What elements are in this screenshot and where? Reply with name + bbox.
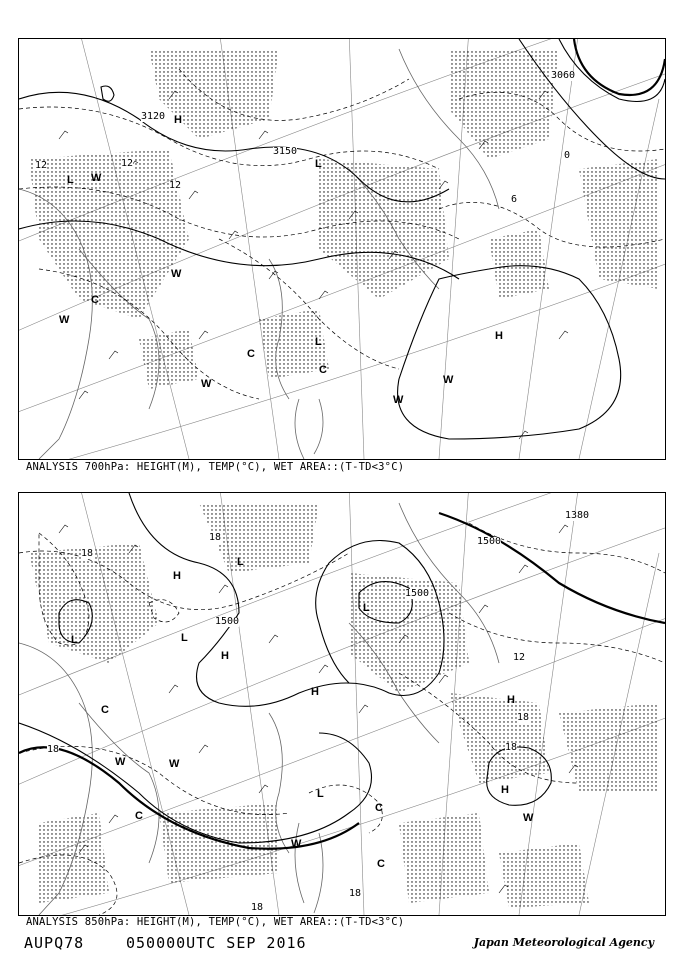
cold-marker: C <box>375 802 383 814</box>
low-pressure-marker: L <box>71 634 78 646</box>
height-label: 1500 <box>477 536 502 547</box>
warm-marker: W <box>59 314 70 326</box>
temp-label: 12 <box>121 158 134 169</box>
low-pressure-marker: L <box>237 556 244 568</box>
warm-marker: W <box>443 374 454 386</box>
high-pressure-marker: H <box>174 114 182 126</box>
cold-marker: C <box>101 704 109 716</box>
cold-marker: C <box>91 294 99 306</box>
warm-marker: W <box>393 394 404 406</box>
height-label: 1500 <box>215 616 240 627</box>
warm-marker: W <box>115 756 126 768</box>
high-pressure-marker: H <box>311 686 319 698</box>
cold-marker: C <box>247 348 255 360</box>
temp-label: 12 <box>35 160 48 171</box>
temp-label: 12 <box>169 180 182 191</box>
high-pressure-marker: H <box>501 784 509 796</box>
high-pressure-marker: H <box>495 330 503 342</box>
temp-label: 18 <box>209 532 222 543</box>
map-canvas-700hpa <box>19 39 665 459</box>
warm-marker: W <box>201 378 212 390</box>
temp-label: 18 <box>251 902 264 913</box>
low-pressure-marker: L <box>315 158 322 170</box>
temp-label: 18 <box>81 548 94 559</box>
chart-code: AUPQ78 <box>24 934 85 952</box>
high-pressure-marker: H <box>173 570 181 582</box>
map-panel-850hpa <box>18 492 666 916</box>
cold-marker: C <box>319 364 327 376</box>
map-canvas-850hpa <box>19 493 665 915</box>
low-pressure-marker: L <box>181 632 188 644</box>
high-pressure-marker: H <box>221 650 229 662</box>
wet-areas-850 <box>29 503 659 908</box>
cold-marker: C <box>377 858 385 870</box>
temp-label: 18 <box>517 712 530 723</box>
height-label: 3120 <box>141 111 166 122</box>
warm-marker: W <box>171 268 182 280</box>
temp-label: 6 <box>511 194 518 205</box>
valid-time: 050000UTC SEP 2016 <box>126 934 307 952</box>
warm-marker: W <box>91 172 102 184</box>
warm-marker: W <box>169 758 180 770</box>
temp-label: 18 <box>505 742 518 753</box>
caption-700hpa: ANALYSIS 700hPa: HEIGHT(M), TEMP(°C), WET AREA::(T-TD<3°C) <box>26 461 405 473</box>
low-pressure-marker: L <box>315 336 322 348</box>
warm-marker: W <box>291 838 302 850</box>
height-contour-1500-850 <box>439 510 665 623</box>
height-label: 3060 <box>551 70 576 81</box>
low-pressure-marker: L <box>317 788 324 800</box>
warm-marker: W <box>523 812 534 824</box>
temp-label: 18 <box>349 888 362 899</box>
height-label: 1380 <box>565 510 590 521</box>
height-label: 1500 <box>405 588 430 599</box>
temp-label: 0 <box>564 150 571 161</box>
low-pressure-marker: L <box>363 602 370 614</box>
low-pressure-marker: L <box>67 174 74 186</box>
temp-label: 18 <box>47 744 60 755</box>
map-panel-700hpa <box>18 38 666 460</box>
agency-name: Japan Meteorological Agency <box>473 936 654 949</box>
cold-marker: C <box>135 810 143 822</box>
height-label: 3150 <box>273 146 298 157</box>
high-pressure-marker: H <box>507 694 515 706</box>
temp-label: 12 <box>513 652 526 663</box>
caption-850hpa: ANALYSIS 850hPa: HEIGHT(M), TEMP(°C), WET AREA::(T-TD<3°C) <box>26 916 405 928</box>
height-contour-3060-700 <box>574 39 665 95</box>
